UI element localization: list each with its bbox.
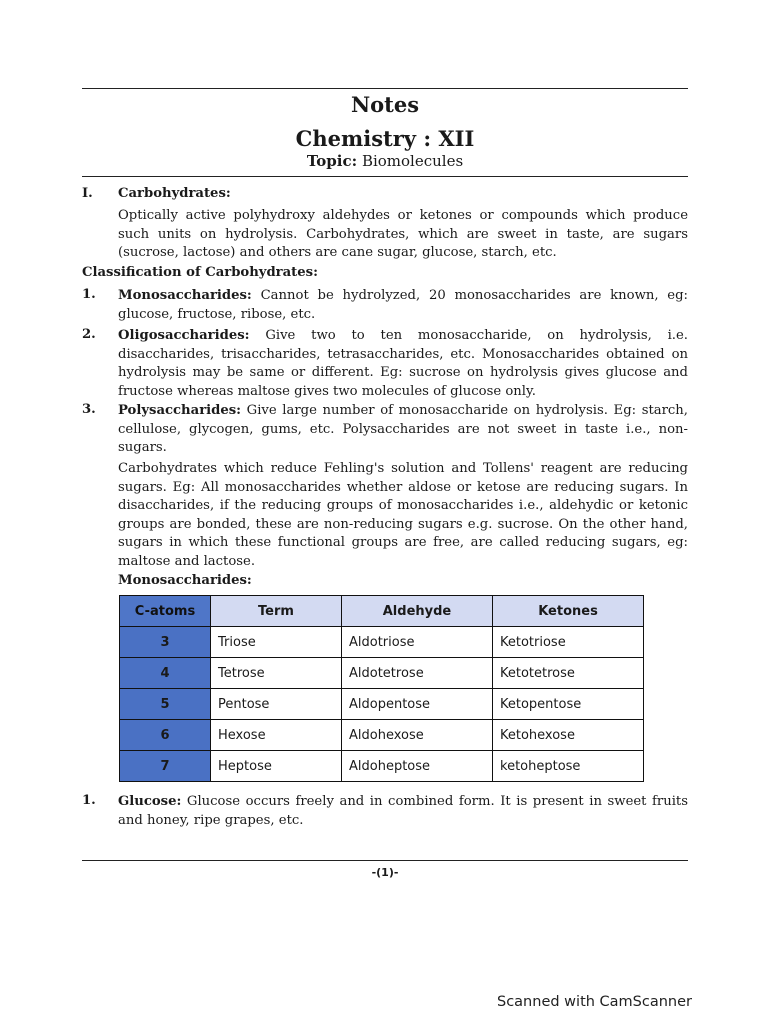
column-header: Aldehyde	[342, 596, 493, 627]
topic-line	[82, 152, 688, 170]
item-number: 3.	[82, 402, 96, 417]
table-header-row	[120, 596, 644, 627]
item-number: 2.	[82, 327, 96, 342]
reducing-sugars-paragraph: Carbohydrates which reduce Fehling's solution and Tollens' reagent are reducing sugars. Eg: All monosaccharides whether aldose or ketose are reducing sugars. In disaccharides, if the reducing groups of monosaccharides i.e., aldehydic or ketonic groups are bonded, these are non-reducing sugars e.g. sucrose. On the other hand, sugars in which these functional groups are free, are called reducing sugars, eg: maltose and lactose.	[118, 461, 688, 569]
cell-ketone: ketoheptose	[493, 751, 644, 782]
column-header: Term	[211, 596, 342, 627]
cell-aldehyde: Aldopentose	[342, 689, 493, 720]
cell-term: Heptose	[211, 751, 342, 782]
cell-catoms: 4	[120, 658, 211, 689]
table-row	[120, 627, 644, 658]
cell-term: Hexose	[211, 720, 342, 751]
table-row	[120, 658, 644, 689]
section-heading: Carbohydrates:	[118, 186, 231, 201]
column-header: Ketones	[493, 596, 644, 627]
glucose-label: Glucose:	[118, 794, 182, 809]
monosaccharides-table-heading: Monosaccharides:	[118, 573, 252, 588]
table-row	[120, 720, 644, 751]
scanner-watermark: Scanned with CamScanner	[497, 994, 693, 1010]
item-label: Polysaccharides:	[118, 403, 242, 418]
item-monosaccharides	[118, 287, 688, 324]
cell-term: Pentose	[211, 689, 342, 720]
top-rule	[82, 88, 688, 89]
cell-ketone: Ketotriose	[493, 627, 644, 658]
cell-catoms: 3	[120, 627, 211, 658]
cell-catoms: 5	[120, 689, 211, 720]
cell-ketone: Ketohexose	[493, 720, 644, 751]
topic-label: Topic:	[306, 152, 358, 170]
column-header: C-atoms	[120, 596, 211, 627]
footer-rule	[82, 860, 688, 861]
section-number: I.	[82, 186, 93, 201]
cell-catoms: 7	[120, 751, 211, 782]
cell-term: Tetrose	[211, 658, 342, 689]
glucose-number: 1.	[82, 793, 96, 808]
item-number: 1.	[82, 287, 96, 302]
carbohydrates-definition: Optically active polyhydroxy aldehydes or ketones or compounds which produce such units on hydrolysis. Carbohydrates, which are sweet in taste, are sugars (sucrose, lactose) and others are cane sugar, glucose, starch, etc.	[118, 208, 688, 260]
cell-aldehyde: Aldohexose	[342, 720, 493, 751]
item-text: Cannot be hydrolyzed, 20 monosaccharides are known, eg: glucose, fructose, ribose, etc.	[118, 288, 688, 322]
glucose-paragraph	[118, 793, 688, 830]
cell-aldehyde: Aldoheptose	[342, 751, 493, 782]
item-text: Give two to ten monosaccharide, on hydrolysis, i.e. disaccharides, trisaccharides, tetrasaccharides, etc. Monosaccharides obtained on hydrolysis may be same or different. Eg: sucrose on hydrolysis gives glucose and fructose whereas maltose gives two molecules of glucose only.	[118, 328, 688, 399]
table-row	[120, 689, 644, 720]
cell-catoms: 6	[120, 720, 211, 751]
topic-value: Biomolecules	[361, 152, 464, 170]
monosaccharides-table	[119, 595, 644, 782]
cell-aldehyde: Aldotriose	[342, 627, 493, 658]
item-label: Oligosaccharides:	[118, 328, 250, 343]
cell-term: Triose	[211, 627, 342, 658]
item-label: Monosaccharides:	[118, 288, 252, 303]
cell-aldehyde: Aldotetrose	[342, 658, 493, 689]
header-rule	[82, 176, 688, 177]
cell-ketone: Ketopentose	[493, 689, 644, 720]
page-number: -(1)-	[371, 866, 399, 879]
item-oligosaccharides	[118, 327, 688, 401]
item-polysaccharides	[118, 402, 688, 458]
item-text: Give large number of monosaccharide on hydrolysis. Eg: starch, cellulose, glycogen, gums, etc. Polysaccharides are not sweet in taste i.e., non-sugars.	[118, 403, 688, 455]
glucose-text: Glucose occurs freely and in combined form. It is present in sweet fruits and honey, ripe grapes, etc.	[118, 794, 688, 828]
cell-ketone: Ketotetrose	[493, 658, 644, 689]
page-title: Notes	[350, 92, 420, 117]
classification-heading: Classification of Carbohydrates:	[82, 265, 318, 280]
subject-title: Chemistry : XII	[295, 126, 475, 151]
table-row	[120, 751, 644, 782]
